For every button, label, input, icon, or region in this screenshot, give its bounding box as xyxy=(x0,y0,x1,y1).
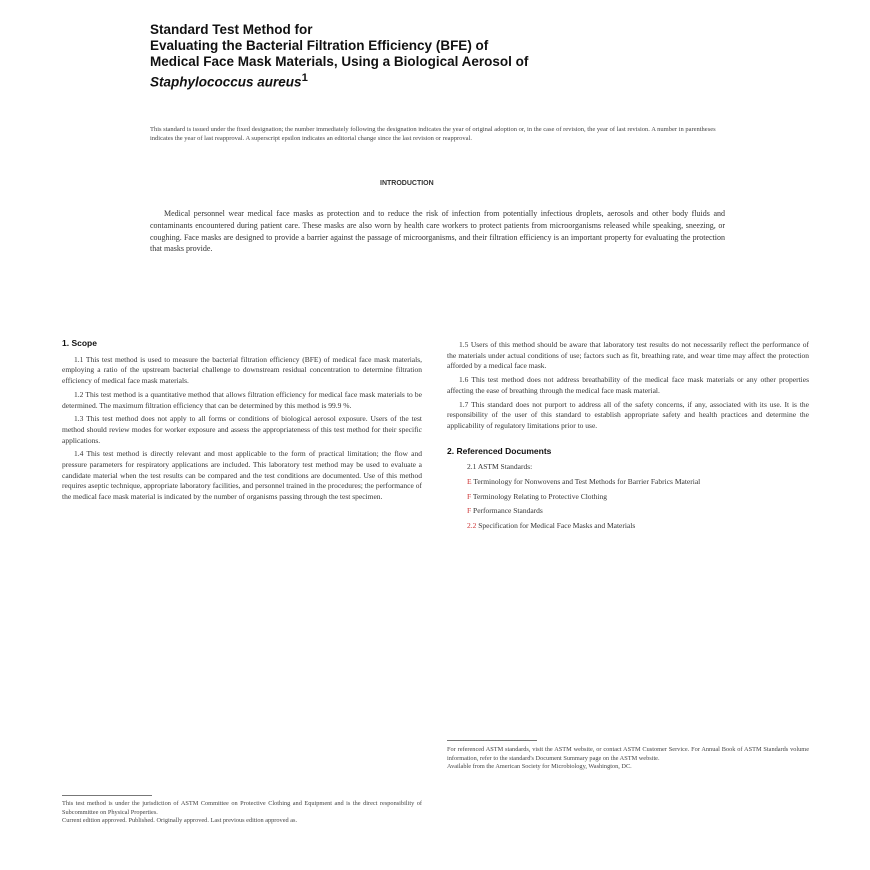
reference-code: 2.2 xyxy=(467,521,477,531)
scope-paragraph-3: 1.3 This test method does not apply to all forms or conditions of biological aerosol exposure. Users of the test method should review modes for worker exposure and assess the appropriateness of this test method for their specific applications. xyxy=(62,414,422,445)
reference-code: 2.1 xyxy=(467,462,477,472)
footnotes-right xyxy=(447,746,809,772)
footnote-availability: Available from the American Society for Microbiology, Washington, DC. xyxy=(447,763,632,771)
title-line-3: Medical Face Mask Materials, Using a Biological Aerosol of xyxy=(150,54,529,69)
reference-item[interactable] xyxy=(447,477,809,488)
footnotes-left xyxy=(62,800,422,826)
scope-paragraph-2: 1.2 This test method is a quantitative method that allows filtration efficiency for medical face mask materials to be determined. The maximum filtration efficiency that can be determined by this method is 99.9 %. xyxy=(62,389,422,410)
footnote-jurisdiction: This test method is under the jurisdiction of ASTM Committee on Protective Clothing and Equipment and is the direct responsibility of Subcommittee on Physical Properties. xyxy=(62,800,422,816)
reference-item[interactable] xyxy=(447,492,809,503)
title-footnote-mark: 1 xyxy=(301,72,308,84)
scope-heading: 1. Scope xyxy=(62,338,97,348)
title-line-4 xyxy=(150,70,710,91)
references-heading: 2. Referenced Documents xyxy=(447,445,552,456)
scope-paragraph-4: 1.4 This test method is directly relevant and most applicable to the form of practical limitation; the flow and pressure parameters for respiratory applications are included. This laboratory test method may be used to evaluate a candidate material when the test results can be compared and the test conditions are documented. Use of this method requires aseptic technique, appropriate laboratory facilities, and personnel trained in the procedures; the performance of the medical face mask material is indicated by the number of organisms passing through the test specimen. xyxy=(62,449,422,502)
reference-code: E xyxy=(467,477,472,487)
reference-list xyxy=(447,462,809,532)
introduction-heading: INTRODUCTION xyxy=(380,180,434,187)
left-column xyxy=(62,338,422,506)
reference-code: F xyxy=(467,491,472,501)
reference-item[interactable] xyxy=(447,506,809,517)
footnote-divider-left xyxy=(62,795,152,796)
right-column xyxy=(447,340,809,536)
reference-item[interactable] xyxy=(447,462,809,473)
scope-paragraph-1: 1.1 This test method is used to measure the bacterial filtration efficiency (BFE) of medical face mask materials, employing a ratio of the upstream bacterial challenge to downstream residual concentration to determine filtration efficiency of medical face mask materials. xyxy=(62,354,422,386)
reference-title: Performance Standards xyxy=(473,506,543,516)
footnote-astm-standards: For referenced ASTM standards, visit the ASTM website, or contact ASTM Customer Service. For Annual Book of ASTM Standards volume information, refer to the standard's Document Summary page on the ASTM website. xyxy=(447,746,809,762)
reference-code: F xyxy=(467,506,472,516)
reference-item[interactable] xyxy=(447,521,809,532)
title-organism: Staphylococcus aureus xyxy=(150,74,302,90)
scope-paragraph-5: 1.5 Users of this method should be aware that laboratory test results do not necessarily reflect the performance of the materials under actual conditions of use; factors such as fit, breathing rate, and wear time may affect the protection afforded by a medical face mask. xyxy=(447,340,809,371)
scope-paragraph-7: 1.7 This standard does not purport to address all of the safety concerns, if any, associated with its use. It is the responsibility of the user of this standard to establish appropriate safety and health practices and determine the applicability of regulatory limitations prior to use. xyxy=(447,399,809,430)
title-line-2: Evaluating the Bacterial Filtration Efficiency (BFE) of xyxy=(150,38,489,53)
document-title xyxy=(150,22,710,91)
reference-title: ASTM Standards: xyxy=(477,462,533,472)
scope-paragraph-6: 1.6 This test method does not address breathability of the medical face mask materials or any other properties affecting the ease of breathing through the medical face mask material. xyxy=(447,375,809,395)
designation-note: This standard is issued under the fixed designation; the number immediately following the designation indicates the year of original adoption or, in the case of revision, the year of last revision. A number in parentheses indicates the year of last reapproval. A superscript epsilon indicates an editorial change since the last revision or reapproval. xyxy=(150,126,716,142)
reference-title: Terminology for Nonwovens and Test Methods for Barrier Fabrics Material xyxy=(473,477,701,487)
footnote-edition: Current edition approved. Published. Originally approved. Last previous edition approved as. xyxy=(62,817,298,825)
reference-title: Terminology Relating to Protective Clothing xyxy=(472,491,607,501)
reference-title: Specification for Medical Face Masks and Materials xyxy=(478,521,636,531)
footnote-divider-right xyxy=(447,740,537,741)
title-line-1: Standard Test Method for xyxy=(150,22,313,37)
introduction-paragraph: Medical personnel wear medical face masks as protection and to reduce the risk of infection from potentially infectious droplets, aerosols and other body fluids and contaminants encountered during patient care. These masks are also worn by health care workers to protect patients from microorganisms released while speaking, sneezing, or coughing. Face masks are designed to provide a barrier against the passage of microorganisms, and their filtration efficiency is an important property for evaluating the protection that masks provide. xyxy=(150,209,725,254)
